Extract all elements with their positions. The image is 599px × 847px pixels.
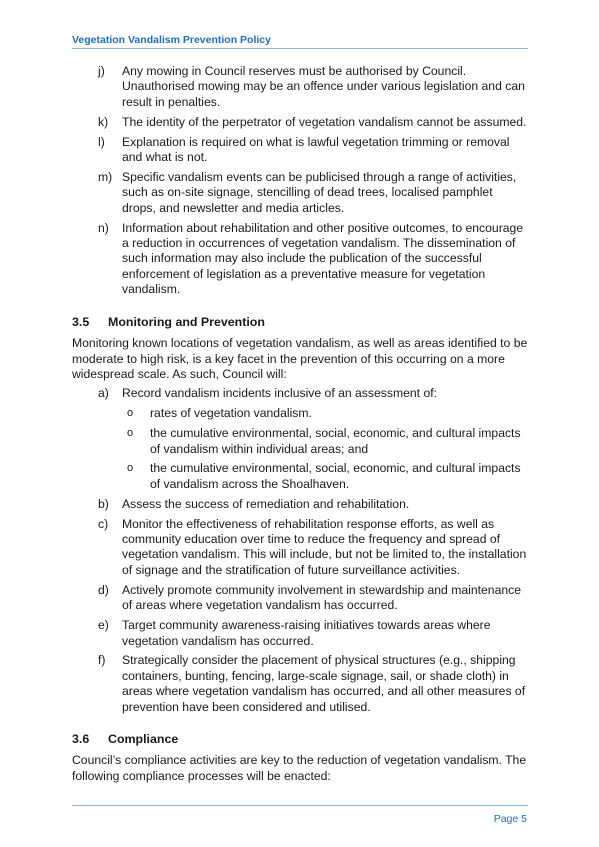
list-item-label: k) [98,114,109,129]
sub-list-item-text: rates of vegetation vandalism. [150,406,312,421]
list-item-text: Actively promote community involvement in stewardship and maintenance of areas where vegetation vandalism has occurred. [122,582,521,613]
list-item [72,618,528,649]
sub-list-item [72,406,528,421]
footer-divider [72,805,528,806]
list-item-label: a) [98,386,109,401]
circle-bullet-icon: o [127,462,134,475]
sub-list-item [72,426,528,457]
section-intro: Monitoring known locations of vegetation vandalism, as well as areas identified to be moderate to high risk, is a key facet in the prevention of this occurring on a more widespread scale. As such, Council will: [72,336,528,381]
section-intro: Council’s compliance activities are key to the reduction of vegetation vandalism. The following compliance processes will be enacted: [72,753,527,783]
list-item-text: Assess the success of remediation and rehabilitation. [122,496,410,511]
list-item-text: Explanation is required on what is lawful vegetation trimming or removal and what is not. [122,134,510,165]
sub-list-item-text: the cumulative environmental, social, economic, and cultural impacts of vandalism across the Shoalhaven. [150,461,521,491]
list-item-text: Information about rehabilitation and other positive outcomes, to encourage a reduction in occurrences of vegetation vandalism. The dissemination of such information may also include the publication of the successful enforcement of legislation as a preventative measure for vegetation vandalism. [122,220,524,297]
list-item-label: n) [98,220,109,235]
page-number: Page 5 [493,813,527,825]
list-item [72,115,528,130]
running-header-title: Vegetation Vandalism Prevention Policy [72,34,271,46]
section-number: 3.5 [72,314,90,329]
list-item [72,135,528,166]
list-item-text: The identity of the perpetrator of vegetation vandalism cannot be assumed. [122,114,527,129]
list-item-label: d) [98,582,109,597]
page-body [72,64,528,788]
list-item-text: Record vandalism incidents inclusive of an assessment of: [122,386,437,401]
circle-bullet-icon: o [127,427,134,440]
list-item [72,583,528,614]
list-item [72,497,528,512]
list-item [72,653,528,715]
list-item-text: Specific vandalism events can be publicised through a range of activities, such as on-site signage, stencilling of dead trees, localised pamphlet drops, and newsletter and media articles. [122,169,517,215]
section-number: 3.6 [72,732,90,747]
list-item-text: Strategically consider the placement of physical structures (e.g., shipping containers, bunting, fencing, large-scale signage, sail, or shade cloth) in areas where vegetation vandalism has occurred, and all other measures of prevention have been considered and utilised. [122,653,526,714]
list-item-label: b) [98,496,109,511]
list-item-label: c) [98,516,109,531]
list-continued [72,64,528,298]
list-item [72,64,528,110]
section-heading-3-5 [72,315,528,330]
list-item-text: Any mowing in Council reserves must be authorised by Council. Unauthorised mowing may be an offence under various legislation and can result in penalties. [122,64,525,109]
section-title: Compliance [108,732,179,747]
section-title: Monitoring and Prevention [108,314,265,329]
list-item [72,170,528,216]
header-divider [72,48,528,49]
list-item-label: m) [98,169,113,184]
list-item [72,517,528,579]
list-item-label: e) [98,618,109,633]
list-item-label: f) [98,653,106,668]
list-item [72,221,528,298]
sub-list-item-text: the cumulative environmental, social, economic, and cultural impacts of vandalism within individual areas; and [150,426,521,456]
sub-list-item [72,461,528,492]
list-item [72,386,528,401]
list-item-label: l) [98,134,105,149]
list-item-text: Monitor the effectiveness of rehabilitation response efforts, as well as community education over time to reduce the frequency and spread of vegetation vandalism. This will include, but not be limited to, the installation of signage and the stratification of future surveillance activities. [122,516,527,577]
section-heading-3-6 [72,732,528,747]
list-item-text: Target community awareness-raising initiatives towards areas where vegetation vandalism has occurred. [122,618,491,648]
list-item-label: j) [98,64,105,78]
circle-bullet-icon: o [127,407,134,420]
